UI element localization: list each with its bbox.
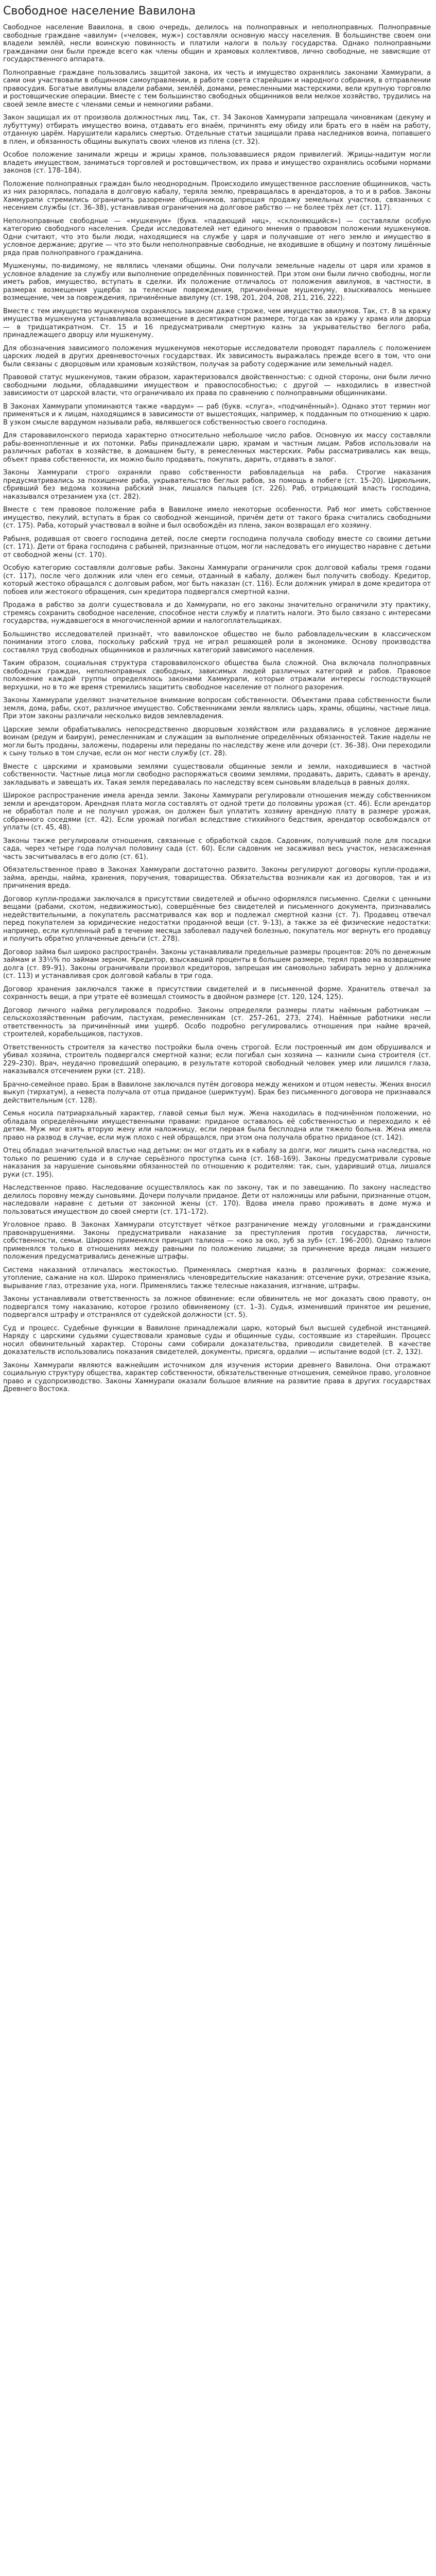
body-paragraph: Неполноправные свободные — «мушкенум» (букв. «падающий ниц», «склоняющийся») — составляли особую категорию свободного населения. Среди исследователей нет единого мнения о правовом положении мушкенумов. Одни считают, что это были люди, находящиеся на службе у царя и получавшие от него землю и имущество в условное держание; другие — что это были неполноправные свободные, не входившие в общину и поэтому лишённые ряда прав полноправного гражданина. [3, 217, 431, 257]
body-paragraph: Закон защищал их от произвола должностных лиц. Так, ст. 34 Законов Хаммурапи запрещала чиновникам (декуму и лубуттуму) отбирать имущество воина, отдавать его внаём, причинять ему обиду или брать его в наём на работу, отданную царём. Нарушители карались смертью. Отдельные статьи защищали права наследников воина, попавшего в плен, и обязанность общины выкупать своих членов из плена (ст. 32). [3, 114, 431, 146]
body-paragraph: Вместе с тем имущество мушкенумов охранялось законом даже строже, чем имущество авилумов. Так, ст. 8 за кражу имущества мушкенума устанавливала возмещение в десятикратном размере, тогда как за кражу у храма или дворца — в тридцатикратном. Ст. 15 и 16 предусматривали смертную казнь за укрывательство беглого раба, принадлежащего дворцу или мушкенуму. [3, 307, 431, 339]
body-paragraph: Таким образом, социальная структура старовавилонского общества была сложной. Она включала полноправных свободных граждан, неполноправных свободных, зависимых людей различных категорий и рабов. Правовое положение каждой группы определялось законами Хаммурапи, которые отражали интересы господствующей верхушки, но в то же время стремились защитить свободное население от полного разорения. [3, 659, 431, 691]
body-paragraph: Обязательственное право в Законах Хаммурапи достаточно развито. Законы регулируют договоры купли-продажи, займа, аренды, найма, хранения, поручения, товарищества. Обязательства возникали как из договоров, так и из причинения вреда. [3, 866, 431, 890]
body-paragraph: Уголовное право. В Законах Хаммурапи отсутствует чёткое разграничение между уголовными и гражданскими правонарушениями. Законы предусматривали наказание за преступления против государства, личности, собственности, семьи. Широко применялся принцип талиона — «око за око, зуб за зуб» (ст. 196–200). Однако талион применялся только в отношениях между равными по положению лицами; за причинение вреда лицам низшего положения предусматривались денежные штрафы. [3, 1221, 431, 1261]
body-paragraph: Отец обладал значительной властью над детьми: он мог отдать их в кабалу за долги, мог лишить сына наследства, но только по решению суда и в случае серьёзного проступка сына (ст. 168–169). Законы предусматривали суровые наказания за нарушение сыновьями обязанностей по отношению к родителям: так, сын, ударивший отца, лишался руки (ст. 195). [3, 1147, 431, 1179]
body-paragraph: Ответственность строителя за качество постройки была очень строгой. Если построенный им дом обрушивался и убивал хозяина, строитель подвергался смертной казни; если погибал сын хозяина — казнили сына строителя (ст. 229–230). Врач, неудачно проведший операцию, в результате которой свободный человек умер или лишился глаза, наказывался отсечением руки (ст. 218). [3, 1043, 431, 1075]
body-paragraph: Большинство исследователей признаёт, что вавилонское общество не было рабовладельческим в классическом понимании этого слова, поскольку рабский труд не играл решающей роли в экономике. Основу производства составлял труд свободных общинников и различных категорий зависимого населения. [3, 630, 431, 654]
body-paragraph: Рабыня, родившая от своего господина детей, после смерти господина получала свободу вместе со своими детьми (ст. 171). Дети от брака господина с рабыней, признанные отцом, могли наследовать его имущество наравне с детьми от свободной жены (ст. 170). [3, 535, 431, 559]
document-body [3, 24, 431, 1394]
body-paragraph: Полноправные граждане пользовались защитой закона, их честь и имущество охранялись законами Хаммурапи, а сами они участвовали в общинном самоуправлении, в работе совета старейшин и народного собрания, в отправлении правосудия. Богатые авилумы владели рабами, землёй, домами, ремесленными мастерскими, вели крупную торговлю и ростовщические операции. Вместе с тем большинство свободных общинников вели мелкое хозяйство, трудились на своей земле вместе с членами семьи и немногими рабами. [3, 69, 431, 109]
body-paragraph: Для старовавилонского периода характерно относительно небольшое число рабов. Основную их массу составляли рабы-военнопленные и их потомки. Рабы принадлежали царю, храмам и частным лицам. Рабов использовали на различных работах в хозяйстве, в домашнем быту, в ремесленных мастерских. Рабы рассматривались как вещь, объект права собственности, их можно было продавать, покупать, дарить, отдавать в залог. [3, 432, 431, 464]
body-paragraph: Система наказаний отличалась жестокостью. Применялась смертная казнь в различных формах: сожжение, утопление, сажание на кол. Широко применялись членовредительские наказания: отсечение руки, отрезание языка, вырывание глаз, отрезание уха, ноги. Применялись также телесные наказания, изгнание, штрафы. [3, 1266, 431, 1290]
body-paragraph: Широкое распространение имела аренда земли. Законы Хаммурапи регулировали отношения между собственником земли и арендатором. Арендная плата могла составлять от одной трети до половины урожая (ст. 46). Если арендатор не обработал поле и не получил урожая, он должен был уплатить хозяину арендную плату в размере урожая, собранного соседями (ст. 42). Если урожай погибал вследствие стихийного бедствия, арендатор освобождался от уплаты (ст. 45, 48). [3, 792, 431, 832]
body-paragraph: Положение полноправных граждан было неоднородным. Происходило имущественное расслоение общинников, часть из них разорялась, попадала в долговую кабалу, теряла землю, превращалась в арендаторов, а то и в рабов. Законы Хаммурапи стремились ограничить разорение общинников, запрещая продажу земельных участков, связанных с несением службы (ст. 36–38), устанавливая ограничения на долговое рабство — не более трёх лет (ст. 117). [3, 180, 431, 212]
body-paragraph: Брачно-семейное право. Брак в Вавилоне заключался путём договора между женихом и отцом невесты. Жених вносил выкуп (тирхатум), а невеста получала от отца приданое (шериктуум). Брак без письменного договора не признавался действительным (ст. 128). [3, 1080, 431, 1105]
body-paragraph: Особое положение занимали жрецы и жрицы храмов, пользовавшиеся рядом привилегий. Жрицы-надитум могли владеть имуществом, заниматься торговлей и ростовщичеством, их права и имущество охранялись особыми нормами законов (ст. 178–184). [3, 151, 431, 175]
page-title: Свободное население Вавилона [3, 5, 196, 18]
body-paragraph: Семья носила патриархальный характер, главой семьи был муж. Жена находилась в подчинённом положении, но обладала определёнными имущественными правами: приданое оставалось её собственностью и переходило к её детям. Муж мог взять вторую жену или наложницу, если первая была бесплодна или тяжело больна. Жена имела право на развод в случае, если муж плохо с ней обращался, при этом она получала обратно приданое (ст. 142). [3, 1110, 431, 1142]
body-paragraph: Особую категорию составляли долговые рабы. Законы Хаммурапи ограничили срок долговой кабалы тремя годами (ст. 117), после чего должник или член его семьи, отданный в кабалу, должен был получить свободу. Кредитор, который жестоко обращался с долговым рабом, мог быть наказан (ст. 116). Если должник умирал в доме кредитора от побоев или жестокого обращения, сын кредитора подвергался смертной казни. [3, 564, 431, 596]
body-paragraph: Законы Хаммурапи строго охраняли право собственности рабовладельца на раба. Строгие наказания предусматривались за похищение раба, укрывательство беглых рабов, за помощь в побеге (ст. 15–20). Цирюльник, сбривший без ведома хозяина рабский знак, лишался пальцев (ст. 226). Раб, отрицающий власть господина, наказывался отрезанием уха (ст. 282). [3, 469, 431, 501]
body-paragraph: Вместе с тем правовое положение раба в Вавилоне имело некоторые особенности. Раб мог иметь собственное имущество, пекулий, вступать в брак со свободной женщиной, причём дети от такого брака считались свободными (ст. 175). Раба, который участвовал в войне и был освобождён из плена, закон возвращал его хозяину. [3, 506, 431, 530]
body-paragraph: Вместе с царскими и храмовыми землями существовали общинные земли и земли, находившиеся в частной собственности. Частные лица могли свободно распоряжаться своими землями, продавать, дарить, сдавать в аренду, закладывать и завещать их. Такая земля передавалась по наследству всем сыновьям владельца в равных долях. [3, 762, 431, 787]
body-paragraph: Для обозначения зависимого положения мушкенумов некоторые исследователи проводят параллель с положением царских людей в других древневосточных государствах. Их зависимость выражалась прежде всего в том, что они были связаны с дворцовым или храмовым хозяйством, получая за работу содержание или земельный надел. [3, 344, 431, 368]
body-paragraph: Суд и процесс. Судебные функции в Вавилоне принадлежали царю, который был высшей судебной инстанцией. Наряду с царскими судьями существовали храмовые суды и общинные суды, состоявшие из старейшин. Процесс носил обвинительный характер. Стороны сами собирали доказательства, приводили свидетелей. В качестве доказательств использовались показания свидетелей, документы, присяга, ордалии — испытание водой (ст. 2, 132). [3, 1324, 431, 1356]
body-paragraph: Законы Хаммурапи являются важнейшим источником для изучения истории древнего Вавилона. Они отражают социальную структуру общества, характер собственности, обязательственные отношения, семейное право, уголовное право и судопроизводство. Законы Хаммурапи оказали большое влияние на развитие права в других государствах Древнего Востока. [3, 1361, 431, 1393]
body-paragraph: Договор займа был широко распространён. Законы устанавливали предельные размеры процентов: 20% по денежным займам и 33⅓% по займам зерном. Кредитор, взыскавший проценты в большем размере, терял право на возвращение долга (ст. 89–91). Законы ограничивали произвол кредиторов, запрещая им самовольно забирать зерно у должника (ст. 113) и устанавливая срок долговой кабалы в три года. [3, 948, 431, 980]
body-paragraph: Законы устанавливали ответственность за ложное обвинение: если обвинитель не мог доказать свою правоту, он подвергался тому наказанию, которое грозило обвиняемому (ст. 1–3). Судья, изменивший принятое им решение, подвергался штрафу и отстранялся от судейской должности (ст. 5). [3, 1295, 431, 1319]
body-paragraph: Правовой статус мушкенумов, таким образом, характеризовался двойственностью: с одной стороны, они были лично свободными людьми, обладавшими имуществом и правоспособностью; с другой — находились в известной зависимости от царской власти, что ограничивало их права по сравнению с полноправными общинниками. [3, 374, 431, 397]
body-paragraph: Договор купли-продажи заключался в присутствии свидетелей и обычно оформлялся письменно. Сделки с ценными вещами (рабами, скотом, недвижимостью), совершённые без свидетелей и письменного документа, признавались недействительными, а покупатель рассматривался как вор и подлежал смертной казни (ст. 7). Продавец отвечал перед покупателем за юридические недостатки проданной вещи (ст. 9–13), а также за её физические недостатки: например, если купленный раб в течение месяца заболевал падучей болезнью, покупатель мог вернуть его продавцу и получить обратно уплаченные деньги (ст. 278). [3, 895, 431, 943]
body-paragraph: Законы Хаммурапи уделяют значительное внимание вопросам собственности. Объектами права собственности были земля, дома, рабы, скот, различное имущество. Собственниками земли являлись царь, храмы, общины, частные лица. При этом законы различали несколько видов землевладения. [3, 697, 431, 720]
body-paragraph: Наследственное право. Наследование осуществлялось как по закону, так и по завещанию. По закону наследство делилось поровну между сыновьями. Дочери получали приданое. Дети от наложницы или рабыни, признанные отцом, наследовали наравне с детьми от законной жены (ст. 170). Вдова имела право проживать в доме мужа и пользоваться имуществом до своей смерти (ст. 171–172). [3, 1184, 431, 1216]
body-paragraph: Законы также регулировали отношения, связанные с обработкой садов. Садовник, получивший поле для посадки сада, через четыре года получал половину сада (ст. 60). Если садовник не засаживал весь участок, незасаженная часть засчитывалась в его долю (ст. 61). [3, 837, 431, 861]
body-paragraph: Договор личного найма регулировался подробно. Законы определяли размеры платы наёмным работникам — сельскохозяйственным рабочим, пастухам, ремесленникам (ст. 257–261, 273, 274). Наёмные работники несли ответственность за причинённый ими ущерб. Особо подробно регулировались отношения при найме врачей, строителей, корабельщиков, пастухов. [3, 1006, 431, 1038]
body-paragraph: Договор хранения заключался также в присутствии свидетелей и в письменной форме. Хранитель отвечал за сохранность вещи, а при утрате её возмещал стоимость в двойном размере (ст. 120, 124, 125). [3, 985, 431, 1001]
body-paragraph: В Законах Хаммурапи упоминаются также «вардум» — раб (букв. «слуга», «подчинённый»). Однако этот термин мог применяться и к лицам, находящимся в зависимости от вышестоящих, например, к подданным по отношению к царю. В узком смысле вардумом называли раба, являвшегося собственностью своего господина. [3, 402, 431, 427]
body-paragraph: Продажа в рабство за долги существовала и до Хаммурапи, но его законы значительно ограничили эту практику, стремясь сохранить свободное население, способное нести службу и платить налоги. Это было связано с интересами государства, нуждавшегося в многочисленной армии и налогоплательщиках. [3, 601, 431, 625]
body-paragraph: Царские земли обрабатывались непосредственно дворцовым хозяйством или раздавались в условное держание воинам (редум и баирум), ремесленникам и служащим за выполнение определённых обязанностей. Такие наделы не могли быть проданы, заложены, подарены или переданы по наследству жене или дочери (ст. 36–38). Они переходили к сыну только в том случае, если он мог нести службу (ст. 28). [3, 725, 431, 757]
body-paragraph: Мушкенумы, по-видимому, не являлись членами общины. Они получали земельные наделы от царя или храмов в условное владение за службу или выполнение определённых повинностей. При этом они были лично свободны, могли иметь рабов, имущество, вступать в сделки. Их положение отличалось от положения авилумов, в частности, в размерах возмещения ущерба: за телесные повреждения, причинённые мушкенуму, взыскивалось меньшее возмещение, чем за повреждения, причинённые авилуму (ст. 198, 201, 204, 208, 211, 216, 222). [3, 262, 431, 302]
body-paragraph: Свободное население Вавилона, в свою очередь, делилось на полноправных и неполноправных. Полноправные свободные граждане «авилум» («человек, муж») составляли основную массу населения. В большинстве своем они владели землёй, несли воинскую повинность и платили налоги в пользу государства. Однако полноправными гражданами они были прежде всего как члены общин и храмовых коллективов, лично свободные, не зависящие от государственного аппарата. [3, 24, 431, 63]
